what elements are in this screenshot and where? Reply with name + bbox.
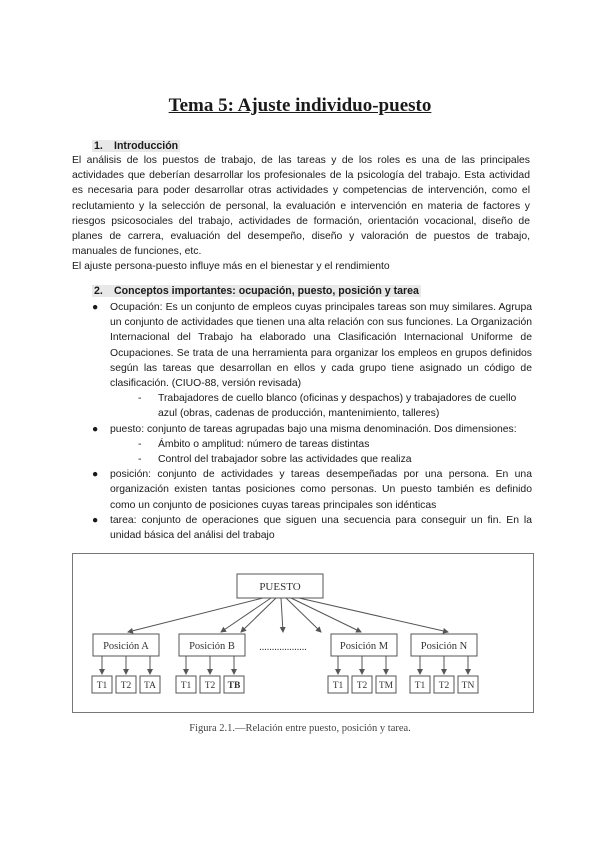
page-title: Tema 5: Ajuste individuo-puesto xyxy=(168,95,432,116)
list-item-ocupacion xyxy=(92,300,532,422)
task-label: T1 xyxy=(332,681,344,691)
section-title: Introducción xyxy=(114,140,179,152)
task-label: T2 xyxy=(120,681,132,691)
ellipsis: ................... xyxy=(259,642,307,653)
task-label: TN xyxy=(461,681,475,691)
list-item-text: Ocupación: Es un conjunto de empleos cuyas principales tareas son muy similares. Agrupa un conjunto de actividades que tienen una alta relación con sus funciones. La Organización Internacional del Trabajo ha elaborado una Clasificación Internacional Uniforme de Ocupaciones. Se trata de una herramienta para organizar los empleos en grupos definidos según las tareas que desarrollan en ellos y cada grupo tiene asignado un código de clasificación. (CIUO-88, versión revisada) xyxy=(110,302,532,390)
bullet-icon: ● xyxy=(92,514,99,526)
sub-item xyxy=(110,391,532,421)
arrow-root-gap2 xyxy=(281,598,283,632)
figure-caption: Figura 2.1.—Relación entre puesto, posición y tarea. xyxy=(189,723,411,734)
sub-item-text: Trabajadores de cuello blanco (oficinas y despachos) y trabajadores de cuello azul (obras, cadenas de producción, mantenimiento, talleres) xyxy=(158,393,517,420)
task-label: T1 xyxy=(180,681,192,691)
list-item-text: puesto: conjunto de tareas agrupadas bajo una misma denominación. Dos dimensiones: xyxy=(110,423,517,435)
intro-paragraph: El análisis de los puestos de trabajo, de las tareas y de los roles es una de las principales actividades que deberían desarrollar los profesionales de la psicología del trabajo. Esta actividad es necesaria para poder desarrollar otras actividades y competencias de intervención, como el reclutamiento y la selección de personal, la evaluación e intervención en materia de factores y riesgos psicosociales del trabajo, actividades de formación, orientación vocacional, diseño de planes de carrera, evaluación del desempeño, diseño y valoración de puestos de trabajo, manuales de funciones, etc. xyxy=(72,155,530,258)
sub-item-text: Control del trabajador sobre las actividades que realiza xyxy=(158,454,412,466)
bullet-icon: ● xyxy=(92,302,99,313)
list-item-text: posición: conjunto de actividades y tareas desempeñadas por una persona. En una organización existen tantas posiciones como personas. Un puesto también es definido como un conjunto de posiciones cuyas tareas principales son idénticas xyxy=(110,469,532,511)
arrow-root-gap3 xyxy=(286,598,321,632)
dash-icon: - xyxy=(138,438,142,450)
list-item-puesto xyxy=(92,422,532,468)
sub-list xyxy=(110,391,532,421)
position-n-label: Posición N xyxy=(420,641,468,652)
task-label: T2 xyxy=(204,681,216,691)
sub-item xyxy=(110,452,532,467)
diagram-svg xyxy=(73,554,533,712)
concepts-list xyxy=(92,300,532,543)
dash-icon: - xyxy=(138,393,142,405)
section-title: Conceptos importantes: ocupación, puesto, posición y tarea xyxy=(114,285,419,297)
sub-list xyxy=(110,437,532,467)
task-label: TB xyxy=(227,681,241,691)
section-number: 2. xyxy=(94,285,103,297)
arrow-root-n xyxy=(299,598,448,632)
task-label: T1 xyxy=(96,681,108,691)
list-item-text: tarea: conjunto de operaciones que siguen una secuencia para conseguir un fin. En la unidad básica del análisi del trabajo xyxy=(110,514,532,542)
sub-item-text: Ámbito o amplitud: número de tareas distintas xyxy=(158,438,370,450)
arrow-root-m xyxy=(291,598,361,632)
bullet-icon: ● xyxy=(92,423,99,435)
bullet-icon: ● xyxy=(92,469,99,481)
list-item-posicion xyxy=(92,467,532,513)
task-label: T2 xyxy=(438,681,450,691)
hierarchy-diagram xyxy=(72,553,534,713)
section-heading-concepts xyxy=(92,285,421,297)
root-node-label: PUESTO xyxy=(259,581,301,593)
dash-icon: - xyxy=(138,454,142,466)
task-label: TA xyxy=(144,681,156,691)
arrow-root-a xyxy=(128,598,263,632)
position-b-label: Posición B xyxy=(189,641,235,652)
list-item-tarea xyxy=(92,513,532,543)
sub-item xyxy=(110,437,532,452)
task-label: T2 xyxy=(356,681,368,691)
position-m-label: Posición M xyxy=(339,641,389,652)
task-label: TM xyxy=(378,681,394,691)
section-number: 1. xyxy=(94,140,103,152)
task-label: T1 xyxy=(414,681,426,691)
intro-paragraph-2: El ajuste persona-puesto influye más en el bienestar y el rendimiento xyxy=(72,261,390,272)
section-heading-intro xyxy=(92,140,180,152)
position-a-label: Posición A xyxy=(103,641,149,652)
